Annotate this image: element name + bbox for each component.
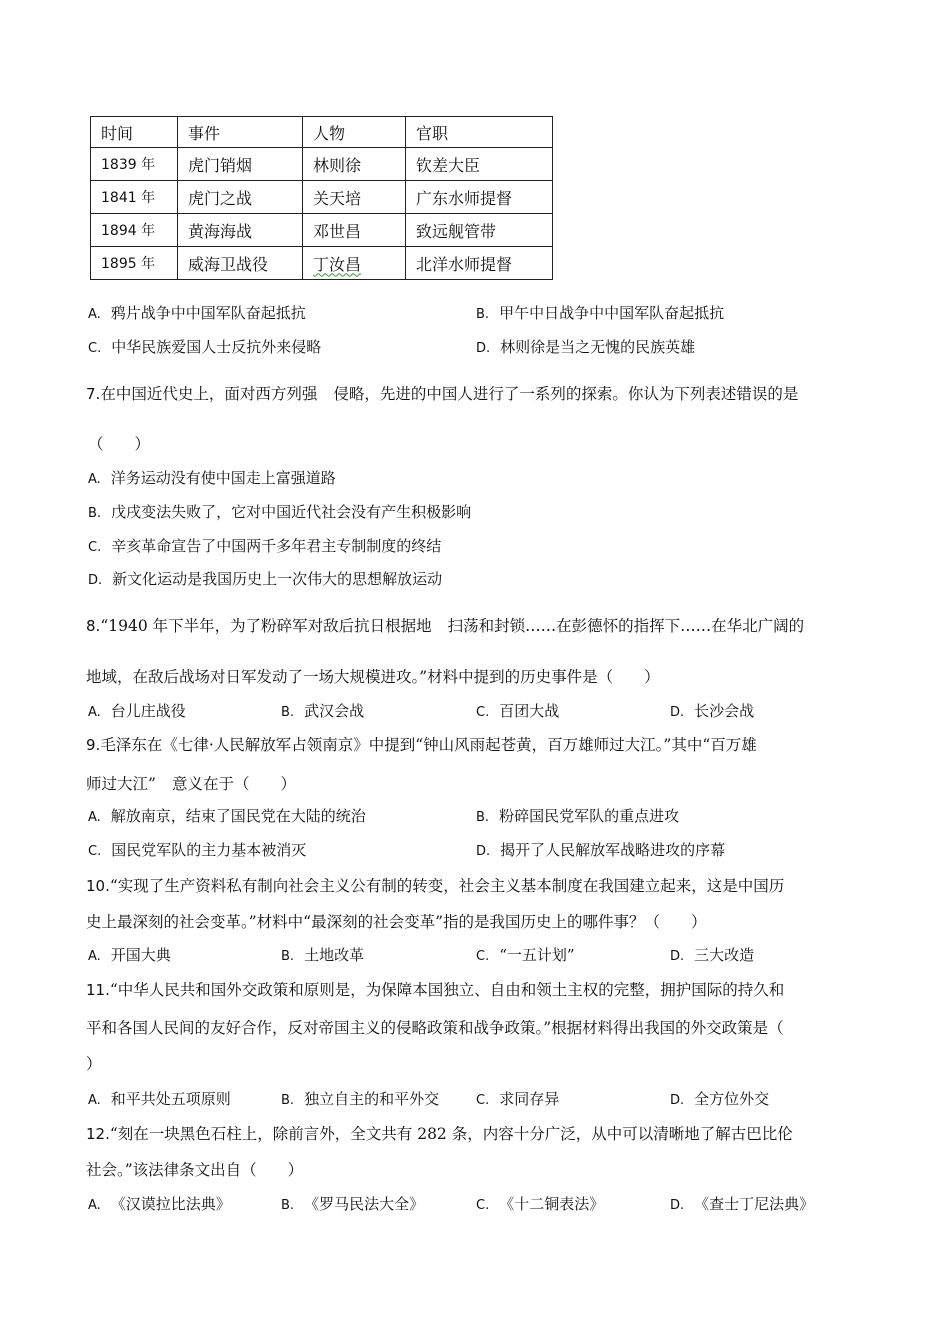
q10-stem-line1: 10.“实现了生产资料私有制向社会主义公有制的转变，社会主义基本制度在我国建立起来，这是中国历 — [86, 877, 785, 895]
table-cell: 钦差大臣 — [406, 148, 553, 181]
q11-option-a: A. 和平共处五项原则 — [88, 1090, 231, 1108]
q9-option-b: B. 粉碎国民党军队的重点进攻 — [476, 807, 680, 825]
q6-option-b: B. 甲午中日战争中中国军队奋起抵抗 — [476, 304, 725, 322]
history-table — [90, 116, 553, 280]
q11-option-b: B. 独立自主的和平外交 — [281, 1090, 440, 1108]
q7-answer-bracket: （ ） — [88, 435, 151, 453]
q11-stem-line1: 11.“中华人民共和国外交政策和原则是，为保障本国独立、自由和领土主权的完整，拥护国际的持久和 — [86, 981, 785, 999]
table-cell — [303, 247, 406, 280]
q8-option-d: D. 长沙会战 — [670, 702, 755, 720]
q7-option-b: B. 戊戌变法失败了，它对中国近代社会没有产生积极影响 — [88, 503, 472, 521]
table-row — [91, 214, 553, 247]
q6-option-c: C. 中华民族爱国人士反抗外来侵略 — [88, 338, 322, 356]
table-cell: 1895 年 — [91, 247, 178, 280]
table-row — [91, 247, 553, 280]
table-cell: 1839 年 — [91, 148, 178, 181]
q12-option-c: C. 《十二铜表法》 — [476, 1195, 605, 1213]
table-cell: 1841 年 — [91, 181, 178, 214]
q6-option-d: D. 林则徐是当之无愧的民族英雄 — [476, 338, 696, 356]
q8-stem-line2: 地域，在敌后战场对日军发动了一场大规模进攻。”材料中提到的历史事件是（ ） — [86, 668, 660, 686]
table-header-cell: 时间 — [91, 117, 178, 148]
table-cell: 关天培 — [303, 181, 406, 214]
q12-option-d: D. 《查士丁尼法典》 — [670, 1195, 815, 1213]
q8-option-b: B. 武汉会战 — [281, 702, 365, 720]
q12-stem-line1: 12.“刻在一块黑色石柱上，除前言外，全文共有 282 条，内容十分广泛，从中可以清晰地了解古巴比伦 — [86, 1125, 793, 1143]
q11-stem-line2: 平和各国人民间的友好合作，反对帝国主义的侵略政策和战争政策。”根据材料得出我国的外交政策是（ — [86, 1019, 784, 1037]
table-cell: 黄海海战 — [178, 214, 303, 247]
q11-stem-line3: ） — [86, 1055, 102, 1073]
q8-option-c: C. 百团大战 — [476, 702, 560, 720]
table-header-cell: 官职 — [406, 117, 553, 148]
q10-option-a: A. 开国大典 — [88, 946, 171, 964]
q10-option-c: C. “一五计划” — [476, 946, 575, 964]
q11-option-d: D. 全方位外交 — [670, 1090, 770, 1108]
table-header-cell: 人物 — [303, 117, 406, 148]
q10-option-b: B. 土地改革 — [281, 946, 365, 964]
q7-option-a: A. 洋务运动没有使中国走上富强道路 — [88, 469, 336, 487]
table-cell: 邓世昌 — [303, 214, 406, 247]
table-cell: 林则徐 — [303, 148, 406, 181]
table-cell: 虎门销烟 — [178, 148, 303, 181]
table-cell: 致远舰管带 — [406, 214, 553, 247]
q12-stem-line2: 社会。”该法律条文出自（ ） — [86, 1161, 304, 1179]
table-cell: 1894 年 — [91, 214, 178, 247]
spellcheck-underlined-name: 丁汝昌 — [313, 254, 362, 274]
q12-option-a: A. 《汉谟拉比法典》 — [88, 1195, 231, 1213]
table-row — [91, 181, 553, 214]
q10-stem-line2: 史上最深刻的社会变革。”材料中“最深刻的社会变革”指的是我国历史上的哪件事？（ ） — [86, 913, 707, 931]
q9-option-c: C. 国民党军队的主力基本被消灭 — [88, 841, 307, 859]
table-header-cell: 事件 — [178, 117, 303, 148]
table-cell: 广东水师提督 — [406, 181, 553, 214]
q9-option-a: A. 解放南京，结束了国民党在大陆的统治 — [88, 807, 366, 825]
q11-option-c: C. 求同存异 — [476, 1090, 560, 1108]
table-cell: 虎门之战 — [178, 181, 303, 214]
q10-option-d: D. 三大改造 — [670, 946, 755, 964]
q9-option-d: D. 揭开了人民解放军战略进攻的序幕 — [476, 841, 726, 859]
q7-option-c: C. 辛亥革命宣告了中国两千多年君主专制制度的终结 — [88, 537, 442, 555]
table-row — [91, 148, 553, 181]
q9-stem-line1: 9.毛泽东在《七律·人民解放军占领南京》中提到“钟山风雨起苍黄，百万雄师过大江。”其中“百万雄 — [86, 736, 757, 754]
table-cell: 威海卫战役 — [178, 247, 303, 280]
q9-stem-line2: 师过大江” 意义在于（ ） — [86, 775, 296, 793]
q12-option-b: B. 《罗马民法大全》 — [281, 1195, 425, 1213]
q6-option-a: A. 鸦片战争中中国军队奋起抵抗 — [88, 304, 306, 322]
q7-option-d: D. 新文化运动是我国历史上一次伟大的思想解放运动 — [88, 570, 443, 588]
q8-option-a: A. 台儿庄战役 — [88, 702, 186, 720]
q7-stem: 7.在中国近代史上，面对西方列强 侵略，先进的中国人进行了一系列的探索。你认为下列表述错误的是 — [86, 385, 799, 403]
table-header-row — [91, 117, 553, 148]
table-cell: 北洋水师提督 — [406, 247, 553, 280]
q8-stem-line1: 8.“1940 年下半年，为了粉碎军对敌后抗日根据地 扫荡和封锁……在彭德怀的指挥下……在华北广阔的 — [86, 617, 805, 635]
